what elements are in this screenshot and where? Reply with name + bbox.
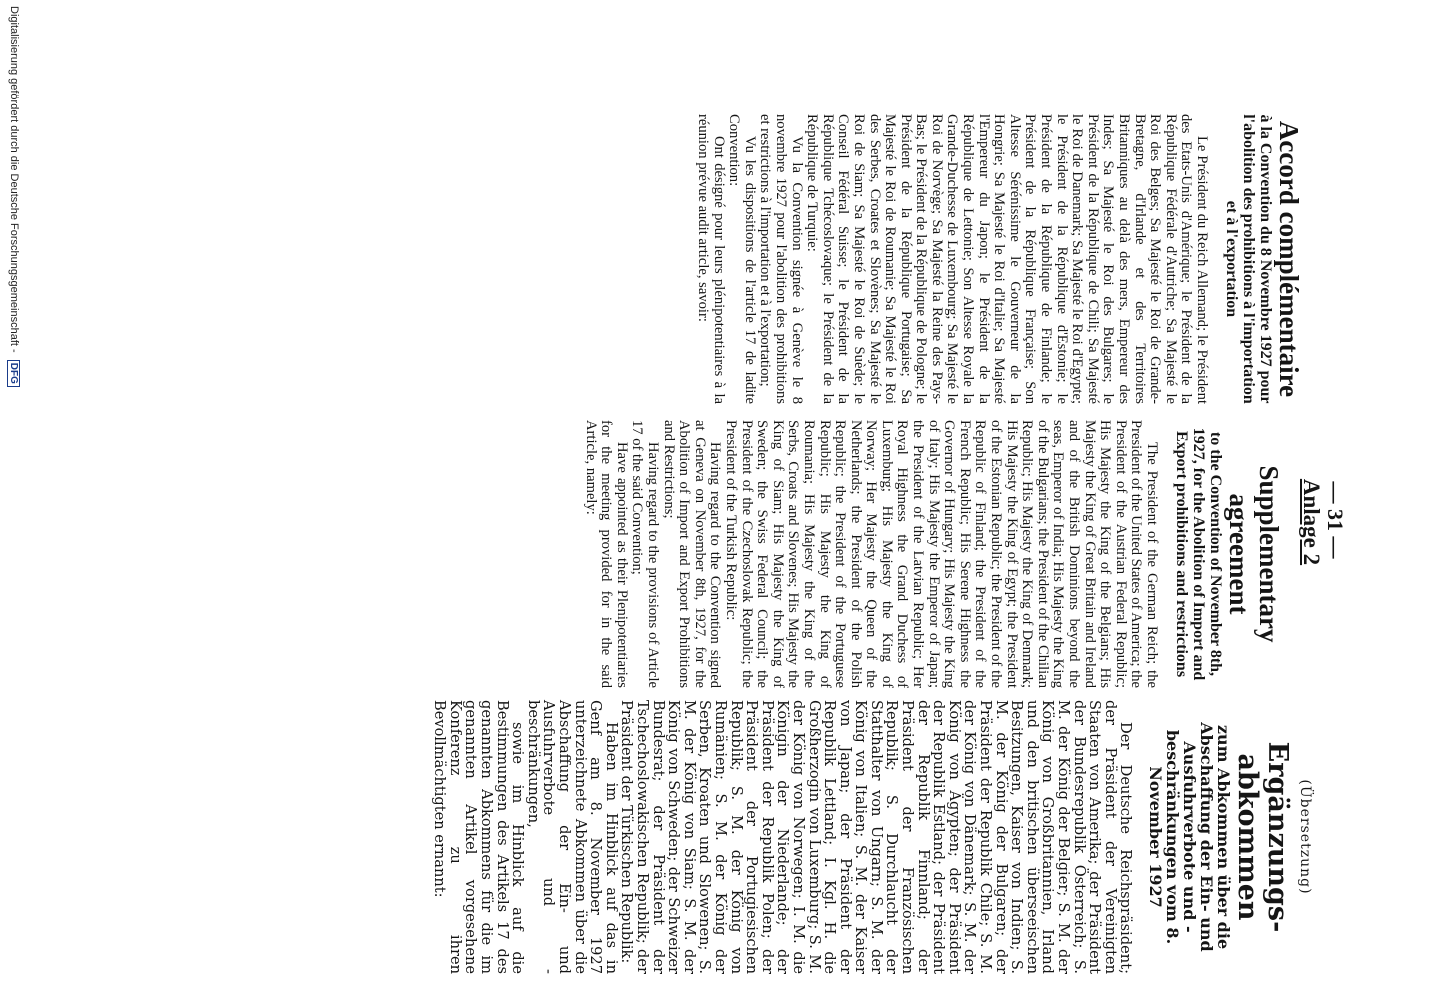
english-paragraph-article: Having regard to the provisions of Article 17 of the said Convention; <box>629 420 661 688</box>
german-preamble: Der Deutsche Reichspräsident; der Präsident der Vereinigten Staaten von Amerika; der Präsident der Bundesrepublik Österreich; S. M. der König der Belgier; S. M. der König von Großbritannien, Irland und den britischen überseeischen Besitzungen, Kaiser von Indien; S. M. der König der Bulgaren; der Präsident der Republik Chile; S. M. der König von Dänemark; S. M. der König von Ägypten; der Präsident der Republik Estland; der Präsident der Republik Finnland; der Präsident der Französischen Republik; S. Durchlaucht der Statthalter von Ungarn; S. M. der König von Italien; S. M. der Kaiser von Japan; der Präsident der Republik Lettland; I. Kgl. H. die Großherzogin von Luxemburg; S. M. der König von Norwegen; I. M. die Königin der Niederlande; der Präsident der Republik Polen; der Präsident der Portugiesischen Republik; S. M. der König von Rumänien; S. M. der König der Serben, Kroaten und Slowenen; S. M. der König von Siam; S. M. der König von Schweden; der Schweizer Bundesrat; der Präsident der Tschechoslowakischen Republik; der Präsident der Türkischen Republik: <box>618 700 1135 974</box>
french-column <box>694 114 1304 404</box>
german-body <box>432 700 1134 974</box>
translation-note: (Übersetzung) <box>1297 779 1313 895</box>
annex-title: Anlage 2 <box>1299 478 1324 566</box>
digitization-credit <box>7 0 20 1006</box>
french-subtitle: à la Convention du 8 Novembre 1927 pour l'abolition des prohibitions à l'importation et à l'exportation <box>1223 114 1274 404</box>
french-paragraph-article: Vu les dispositions de l'article 17 de ladite Convention: <box>726 114 758 404</box>
english-body <box>582 420 1159 688</box>
english-subtitle: to the Convention of November 8th, 1927, for the Abolition of Import and Export prohibitions and restrictions <box>1173 427 1224 681</box>
german-paragraph-convention: Haben im Hinblick auf das in Genf am 8. November 1927 unterzeichnete Abkommen über die Abschaffung der Ein- und Ausfuhrverbote und -beschränkungen, <box>524 700 620 974</box>
german-subtitle: zum Abkommen über die Abschaffung der Ein- und Ausfuhrverbote und -beschränkungen vom 8. November 1927 <box>1146 722 1234 952</box>
french-paragraph-plenipotentiaries: Ont désigné pour leurs plénipotentiaires à la réunion prévue audit article, savoir: <box>695 114 727 404</box>
english-column <box>582 420 1284 688</box>
german-paragraph-article: sowie im Hinblick auf die Bestimmungen des Artikels 17 des genannten Abkommens für die im genannten Artikel vorgesehene Konferenz zu ihren Bevollmächtigten ernannt: <box>431 700 527 974</box>
english-paragraph-plenipotentiaries: Have appointed as their Plenipotentiaries for the meeting provided for in the said Article, namely: <box>582 420 630 688</box>
english-preamble: The President of the German Reich; the President of the United States of America; the President of the Austrian Federal Republic; His Majesty the King of the Belgians; His Majesty the King of Great Britain and Ireland and of the British Dominions beyond the seas, Emperor of India; His Majesty the King of the Bulgarians; the President of the Chilian Republic; His Majesty the King of Denmark; His Majesty the King of Egypt; the President of the Estonian Republic; the President of the Republic of Finland; the President of the French Republic; His Serene Highness the Governor of Hungary; His Majesty the King of Italy; His Majesty the Emperor of Japan; the President of the Latvian Republic; Her Royal Highness the Grand Duchess of Luxemburg; His Majesty the King of Norway; Her Majesty the Queen of the Netherlands; the President of the Polish Republic; the President of the Portuguese Republic; His Majesty the King of Roumania; His Majesty the King of the Serbs, Croats and Slovenes; His Majesty the King of Siam; His Majesty the King of Sweden; the Swiss Federal Council; the President of the Czechoslovak Republic; the President of the Turkish Republic: <box>722 420 1160 688</box>
dfg-logo: DFG <box>7 360 20 387</box>
page-number: — 31 — <box>1323 481 1348 559</box>
french-body <box>694 114 1209 404</box>
digitization-credit-text: Digitalisierung gefördert durch die Deutsche Forschungsgemeinschaft - <box>8 6 20 353</box>
german-title: Ergänzungs-abkommen <box>1232 741 1294 933</box>
german-column <box>432 700 1312 974</box>
french-preamble: Le Président du Reich Allemand; le Président des Etats-Unis d'Amérique; le Président de la République Fédérale d'Autriche; Sa Majesté le Roi des Belges; Sa Majesté le Roi de Grande-Bretagne, d'Irlande et des Territoires Britanniques au delà des mers, Empereur des Indes; Sa Majesté le Roi des Bulgares; le Président de la République de Chili; Sa Majesté le Roi de Danemark; Sa Majesté le Roi d'Egypte; le Président de la République d'Estonie; le Président de la République de Finlande; le Président de la République Française; Son Altesse Sérénissime le Gouverneur de la Hongrie; Sa Majesté le Roi d'Italie; Sa Majesté l'Empereur du Japon; le Président de la République de Lettonie; Son Altesse Royale la Grande-Duchesse de Luxembourg; Sa Majesté le Roi de Norvège; Sa Majesté la Reine des Pays-Bas; le Président de la République de Pologne; le Président de la République Portugaise; Sa Majesté le Roi de Roumanie; Sa Majesté le Roi des Serbes, Croates et Slovènes; Sa Majesté le Roi de Siam; Sa Majesté le Roi de Suède; le Conseil Fédéral Suisse; le Président de la République Tchécoslovaque; le Président de la République de Turquie: <box>804 114 1210 404</box>
english-paragraph-convention: Having regard to the Convention signed at Geneva on November 8th, 1927, for the Abolition of Import and Export Prohibitions and Restrictions; <box>660 420 724 688</box>
french-title: Accord complémentaire <box>1274 120 1304 398</box>
english-title: Supplementary agreement <box>1224 465 1284 643</box>
french-paragraph-convention: Vu la Convention signée à Genève le 8 novembre 1927 pour l'abolition des prohibitions et restrictions à l'importation et à l'exportation; <box>757 114 805 404</box>
